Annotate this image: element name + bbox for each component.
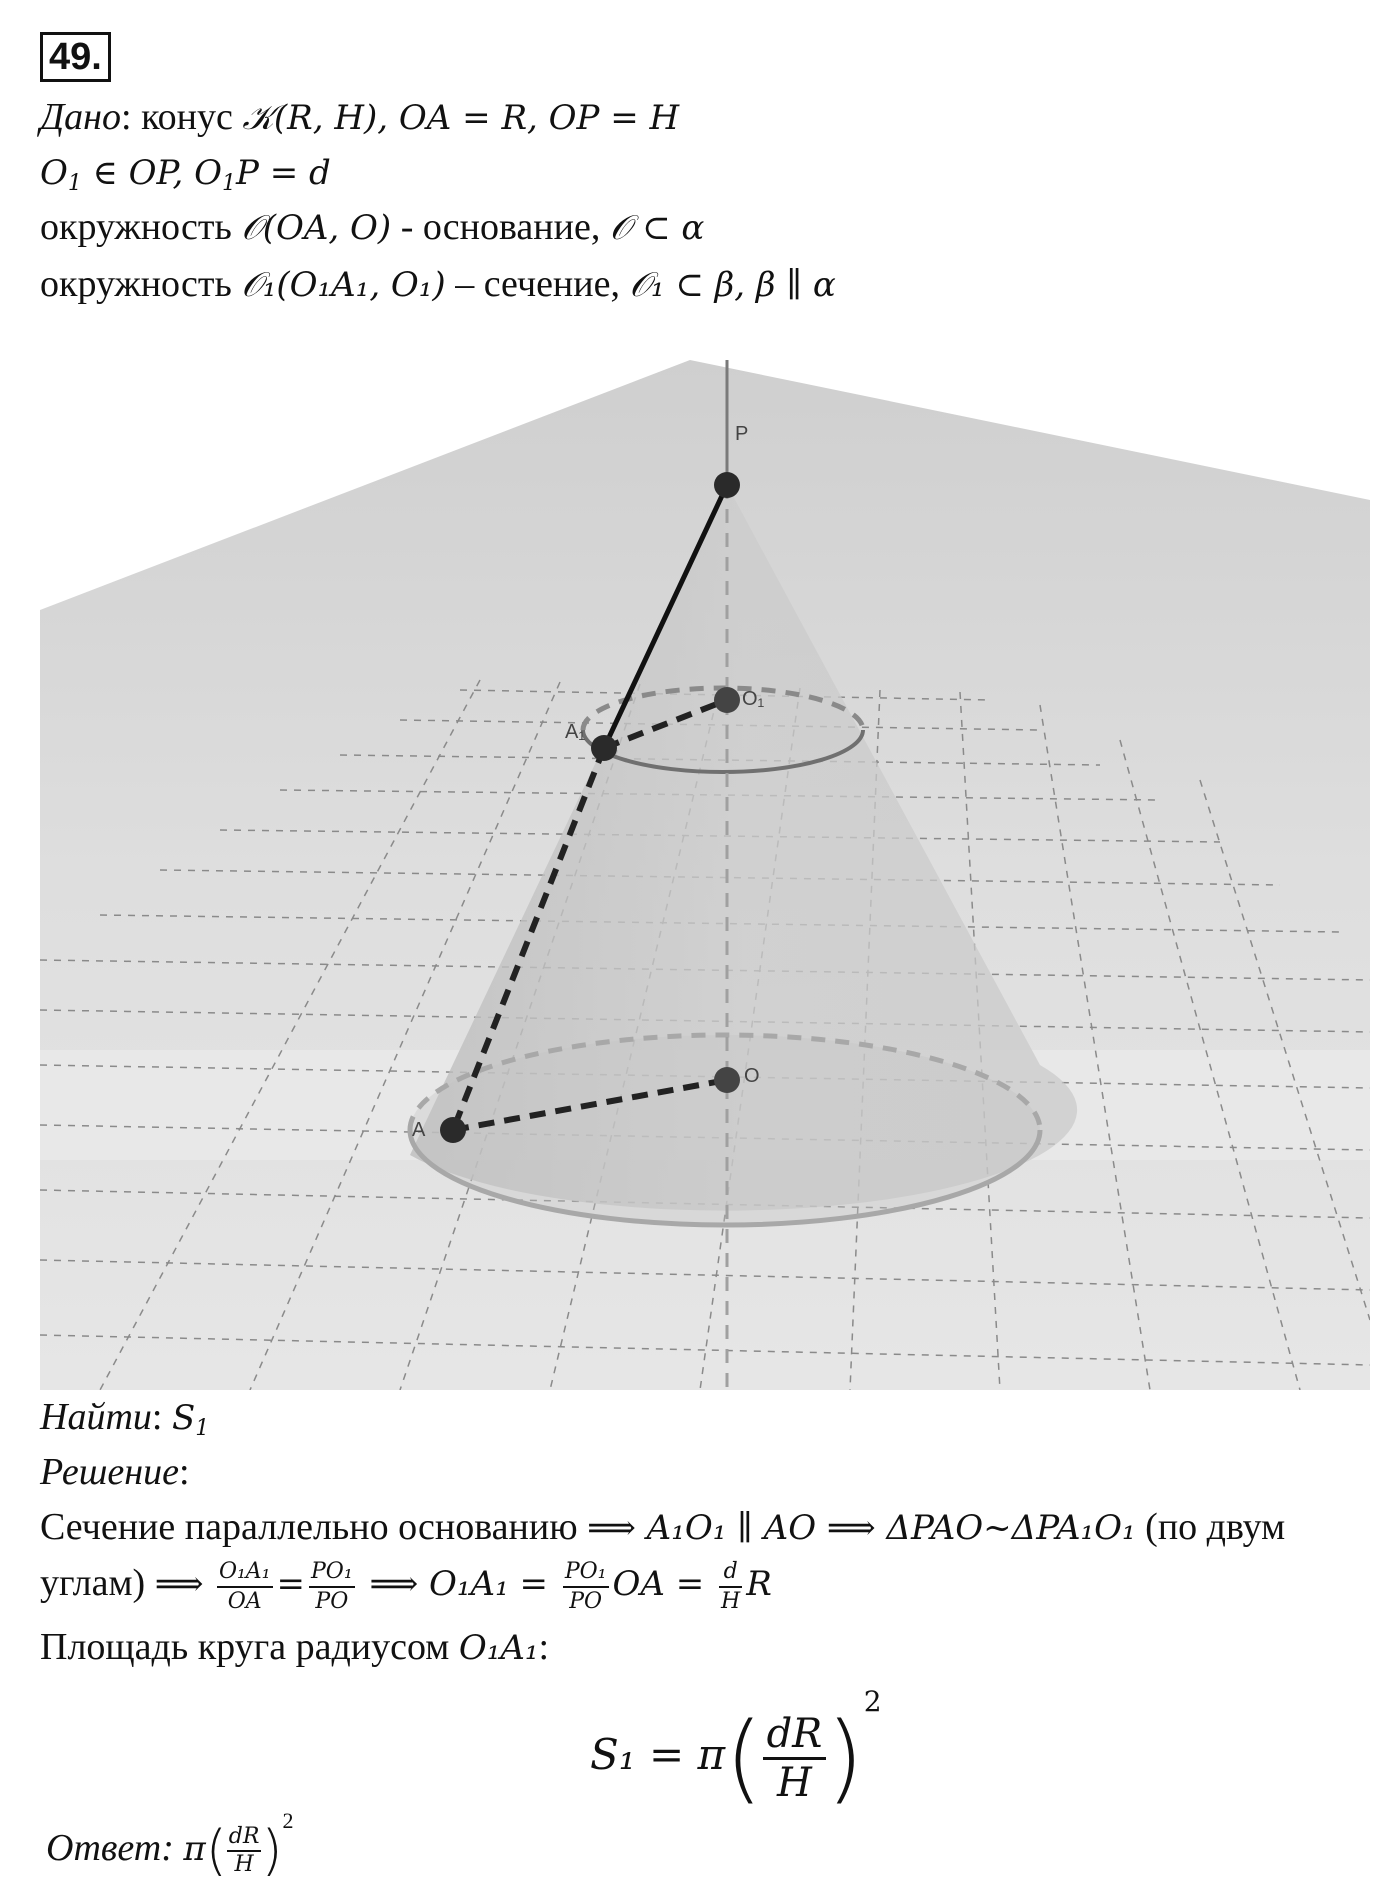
- fraction-po1-po: $\frac{\text{PO₁}}{PO}$: [311, 1559, 353, 1614]
- subscript: 1: [195, 1416, 210, 1441]
- label-o: O: [744, 1065, 760, 1087]
- label-o1: O₁: [742, 688, 765, 710]
- text: :: [538, 1626, 550, 1668]
- implies: ⟹: [154, 1564, 204, 1605]
- math: R: [746, 1564, 772, 1605]
- paren-right: ): [826, 1702, 864, 1814]
- exponent: 2: [282, 1808, 294, 1833]
- find-value: S: [171, 1398, 196, 1438]
- text: (по двум: [1135, 1506, 1286, 1548]
- equals: =: [276, 1564, 305, 1605]
- text: углам): [40, 1562, 155, 1605]
- math: ⟹ A₁O₁ ∥ AO ⟹ ΔPAO~ΔPA₁O₁: [587, 1508, 1136, 1548]
- given-line-3: [40, 205, 704, 251]
- subscript: 1: [67, 171, 82, 196]
- math: 𝒪 ⊂ α: [609, 208, 705, 248]
- cone-figure: [40, 360, 1370, 1390]
- given-line-2: [40, 150, 331, 197]
- math: 𝒪(OA, O): [241, 208, 392, 248]
- text: Сечение параллельно основанию: [40, 1506, 588, 1548]
- answer-line: [46, 1808, 294, 1884]
- fraction-po1-po-2: $\frac{\text{PO₁}}{PO}$: [564, 1559, 607, 1614]
- given-label: Дано: [40, 96, 122, 138]
- point-p: [714, 472, 740, 498]
- math-in-op: ∈ OP, O: [81, 153, 223, 193]
- given-line-1: [40, 95, 679, 141]
- exponent: 2: [863, 1685, 882, 1718]
- math-o: O: [40, 153, 68, 193]
- subscript: 1: [222, 171, 237, 196]
- colon: :: [178, 1451, 190, 1493]
- paren-right: ): [261, 1818, 283, 1882]
- math-p-eq-d: P = d: [236, 153, 331, 193]
- solution-label-line: [40, 1450, 190, 1496]
- point-o1: [714, 687, 740, 713]
- solution-line-1: [40, 1505, 1285, 1551]
- math: OA =: [612, 1564, 716, 1605]
- find-line: [40, 1395, 209, 1442]
- answer-fraction: $\frac{dR}{H}$: [228, 1823, 260, 1878]
- solution-line-3: [40, 1625, 549, 1671]
- colon: :: [151, 1396, 172, 1438]
- text: окружность: [40, 263, 242, 305]
- point-a: [440, 1117, 466, 1143]
- math: O₁A₁: [458, 1628, 539, 1668]
- problem-number: 49.: [40, 32, 111, 82]
- fraction-d-h: $\frac{d}{H}$: [721, 1559, 741, 1614]
- area-formula: [590, 1685, 882, 1814]
- answer-pi: π: [183, 1829, 206, 1869]
- solution-line-2: [40, 1558, 772, 1615]
- given-line-4: [40, 262, 836, 308]
- text: окружность: [40, 206, 242, 248]
- math: ⟹ O₁A₁ =: [358, 1564, 559, 1605]
- point-a1: [591, 735, 617, 761]
- paren-left: (: [725, 1702, 763, 1814]
- find-label: Найти: [40, 1396, 152, 1438]
- text: - основание,: [391, 206, 610, 248]
- math: 𝒪₁(O₁A₁, O₁): [241, 265, 446, 305]
- label-p: P: [735, 423, 749, 445]
- formula-fraction: $\frac{dR}{H}$: [763, 1711, 827, 1806]
- text: Площадь круга радиусом: [40, 1626, 459, 1668]
- text: – сечение,: [445, 263, 630, 305]
- given-math: 𝒦(R, H), OA = R, OP = H: [242, 98, 680, 138]
- point-o: [714, 1067, 740, 1093]
- math: 𝒪₁ ⊂ β, β ∥ α: [629, 265, 836, 305]
- answer-label: Ответ:: [46, 1827, 174, 1869]
- solution-label: Решение: [40, 1451, 179, 1493]
- paren-left: (: [205, 1818, 227, 1882]
- given-text: : конус: [121, 96, 243, 138]
- label-a1: A₁: [565, 721, 586, 743]
- fraction-o1a1-oa: $\frac{\text{O₁A₁}}{OA}$: [218, 1559, 271, 1614]
- label-a: A: [412, 1119, 426, 1141]
- formula-lhs: S₁ = π: [590, 1730, 726, 1779]
